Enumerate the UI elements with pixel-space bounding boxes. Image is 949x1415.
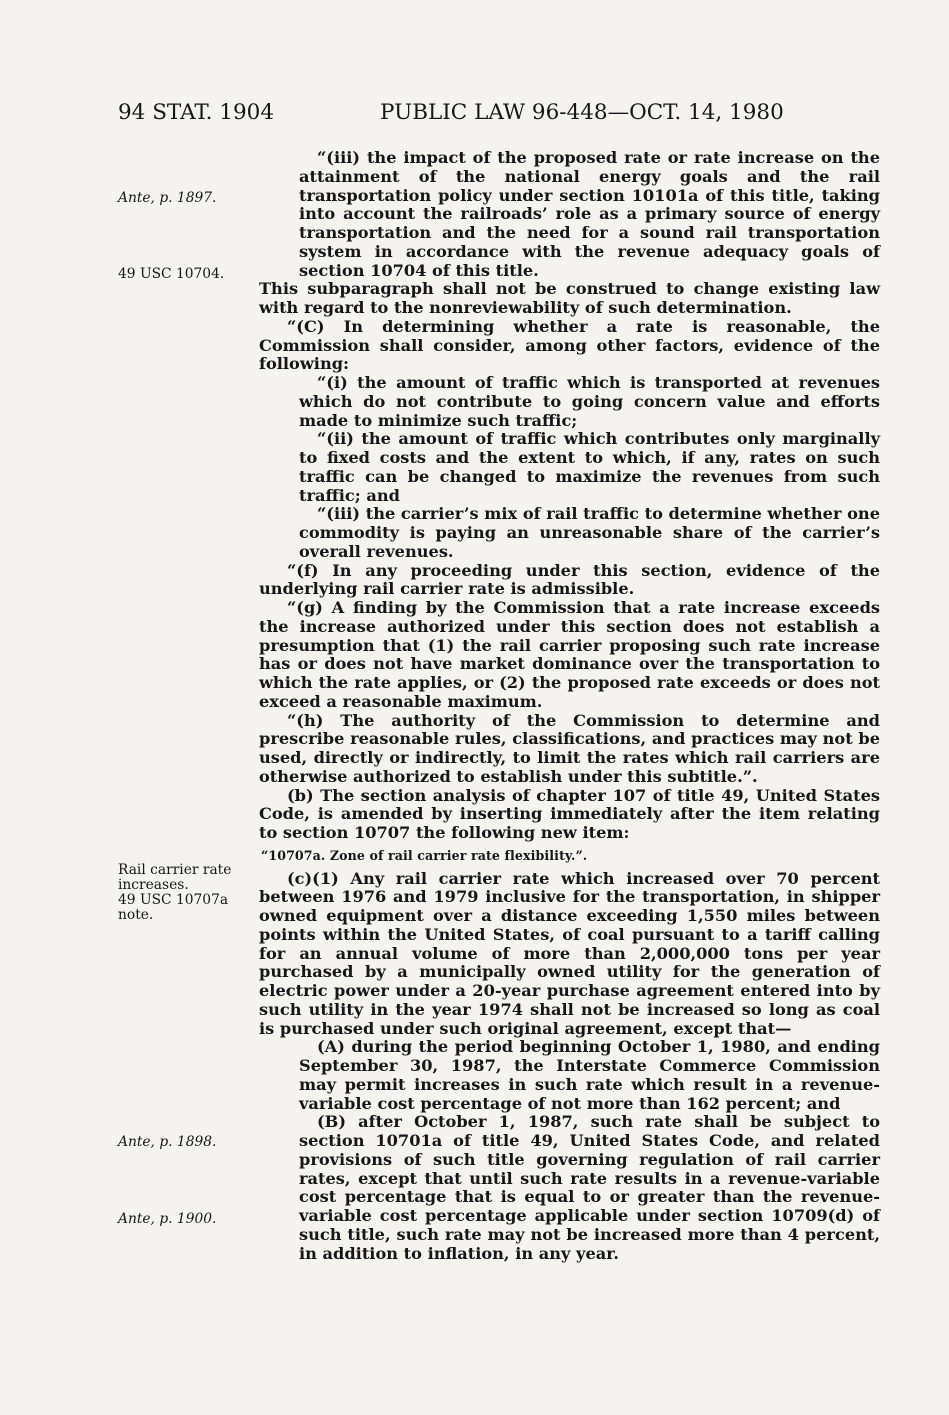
- para-c-iii: “(iii) the carrier’s mix of rail traffic to determine whether one commodity is paying an unreasonable share of the carrier’s overall revenues.: [299, 504, 880, 561]
- para-subparagraph-note: This subparagraph shall not be construed to change existing law with regard to the nonreviewability of such determination.: [259, 279, 880, 317]
- margin-note-ante-1900: Ante, p. 1900.: [118, 1211, 217, 1227]
- para-c1: (c)(1) Any rail carrier rate which increased over 70 percent between 1976 and 1979 inclusive for the transportation, in shipper owned equipment over a distance exceeding 1,550 miles between points within the United States, of coal pursuant to a tariff calling for an annual volume of more than 2,000,000 tons per year purchased by a municipally owned utility for the generation of electric power under a 20-year purchase agreement entered into by such utility in the year 1974 shall not be increased so long as coal is purchased under such original agreement, except that—: [259, 868, 880, 1038]
- para-A: (A) during the period beginning October 1, 1980, and ending September 30, 1987, the Interstate Commerce Commission may permit increases in such rate which result in a revenue-variable cost percentage of not more than 162 percent; and: [299, 1037, 880, 1113]
- margin-note-ante-1898: Ante, p. 1898.: [118, 1134, 217, 1150]
- new-item-10707a: “10707a. Zone of rail carrier rate flexibility.”.: [261, 847, 588, 863]
- para-f: “(f) In any proceeding under this section, evidence of the underlying rail carrier rate is admissible.: [259, 560, 880, 599]
- stat-citation: 94 STAT. 1904: [118, 100, 275, 125]
- para-h: “(h) The authority of the Commission to determine and prescribe reasonable rules, classifications, and practices may not be used, directly or indirectly, to limit the rates which rail carriers are otherwise authorized to establish under this subtitle.”.: [259, 710, 880, 786]
- para-c-ii: “(ii) the amount of traffic which contributes only marginally to fixed costs and the extent to which, if any, rates on such traffic can be changed to maximize the revenues from such traffic; and: [299, 429, 880, 505]
- law-title: PUBLIC LAW 96-448—OCT. 14, 1980: [380, 100, 784, 125]
- para-b: (b) The section analysis of chapter 107 of title 49, United States Code, is amended by inserting immediately after the item relating to section 10707 the following new item:: [259, 785, 880, 842]
- margin-note-49usc-10704: 49 USC 10704.: [118, 266, 225, 282]
- margin-note-ante-1897: Ante, p. 1897.: [118, 190, 217, 206]
- para-c-intro: “(C) In determining whether a rate is reasonable, the Commission shall consider, among other factors, evidence of the following:: [259, 316, 880, 374]
- para-c-i: “(i) the amount of traffic which is transported at revenues which do not contribute to going concern value and efforts made to minimize such traffic;: [299, 373, 880, 430]
- margin-note-rail-rate-increases: Rail carrier rate increases. 49 USC 10707a note.: [118, 862, 232, 923]
- para-g: “(g) A finding by the Commission that a rate increase exceeds the increase authorized under this section does not establish a presumption that (1) the rail carrier proposing such rate increase has or does not have market dominance over the transportation to which the rate applies, or (2) the proposed rate exceeds or does not exceed a reasonable maximum.: [259, 598, 880, 711]
- para-iii-energy: “(iii) the impact of the proposed rate or rate increase on the attainment of the national energy goals and the rail transportation policy under section 10101a of this title, taking into account the railroads’ role as a primary source of energy transportation and the need for a sound rail transportation system in accordance with the revenue adequacy goals of section 10704 of this title.: [299, 148, 880, 280]
- statute-text: [259, 149, 880, 1263]
- para-B: (B) after October 1, 1987, such rate shall be subject to section 10701a of title 49, United States Code, and related provisions of such title governing regulation of rail carrier rates, except that until such rate results in a revenue-variable cost percentage that is equal to or greater than the revenue-variable cost percentage applicable under section 10709(d) of such title, such rate may not be increased more than 4 percent, in addition to inflation, in any year.: [299, 1112, 880, 1263]
